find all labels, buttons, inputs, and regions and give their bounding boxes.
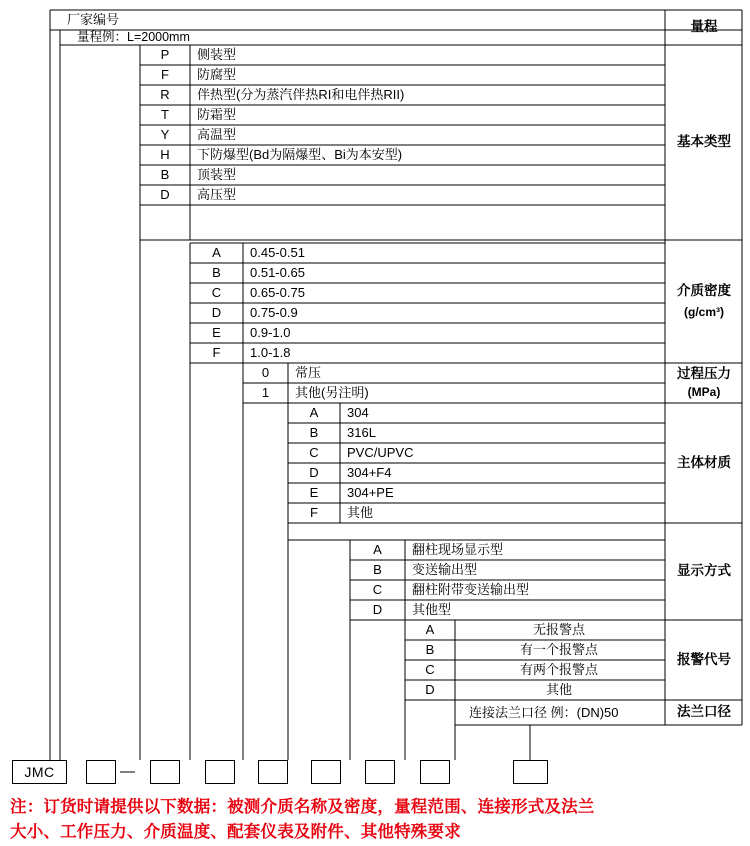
model-code-slot: [86, 760, 116, 784]
model-code-slot: [205, 760, 235, 784]
basic-type-code: R: [160, 86, 170, 102]
right-label-process-pressure-unit: (MPa): [687, 384, 721, 399]
medium-density-desc: 0.45-0.51: [250, 244, 305, 260]
right-label-body-material: [666, 403, 742, 523]
display-mode-code: D: [372, 601, 383, 617]
right-label-medium-density: [666, 240, 742, 363]
medium-density-code: A: [212, 244, 221, 260]
right-label-alarm-code-text: 报警代号: [677, 651, 731, 667]
alarm-code-code: C: [425, 661, 435, 677]
display-mode-code: B: [373, 561, 382, 577]
display-mode-desc: 翻柱现场显示型: [412, 541, 504, 557]
body-material-code: E: [309, 484, 319, 500]
order-note-line2: 大小、工作压力、介质温度、配套仪表及附件、其他特殊要求: [10, 823, 461, 841]
alarm-code-desc: 有一个报警点: [519, 641, 598, 657]
medium-density-desc: 0.65-0.75: [250, 284, 305, 300]
process-pressure-code: 1: [261, 384, 270, 400]
display-mode-code: C: [372, 581, 383, 597]
alarm-code-desc: 无报警点: [532, 621, 585, 637]
right-label-range-text: 量程: [690, 19, 718, 35]
alarm-code-code: A: [425, 621, 435, 637]
right-label-flange-size-text: 法兰口径: [677, 704, 731, 720]
body-material-desc: 304: [347, 404, 369, 420]
medium-density-code: C: [211, 284, 222, 300]
basic-type-desc: 下防爆型(Bd为隔爆型、Bi为本安型): [197, 146, 403, 162]
model-code-prefix: JMC: [12, 760, 67, 784]
factory-no-label: 厂家编号: [67, 12, 120, 28]
alarm-code-desc: 其他: [545, 681, 572, 697]
body-material-code: A: [309, 404, 319, 420]
body-material-desc: PVC/UPVC: [347, 444, 414, 460]
right-label-body-material-text: 主体材质: [677, 454, 731, 470]
right-label-medium-density-unit: (g/cm³): [684, 304, 724, 319]
model-code-slot: [150, 760, 180, 784]
medium-density-code: B: [212, 264, 221, 280]
right-label-basic-type-text: 基本类型: [677, 134, 731, 150]
basic-type-desc: 高温型: [197, 126, 237, 142]
display-mode-desc: 变送输出型: [412, 561, 478, 577]
body-material-desc: 304+PE: [347, 484, 394, 500]
model-code-slot: [365, 760, 395, 784]
body-material-code: D: [309, 464, 319, 480]
alarm-code-code: D: [425, 681, 435, 697]
alarm-code-desc: 有两个报警点: [519, 661, 598, 677]
basic-type-code: H: [160, 146, 170, 162]
flange-size-desc: 连接法兰口径 例：(DN)50: [469, 704, 619, 720]
body-material-desc: 304+F4: [347, 464, 392, 480]
basic-type-code: D: [160, 186, 170, 202]
right-label-alarm-code: [666, 620, 742, 700]
basic-type-desc: 伴热型(分为蒸汽伴热RI和电伴热RII): [197, 86, 405, 102]
basic-type-code: Y: [160, 126, 170, 142]
right-label-flange-size: [666, 700, 742, 725]
medium-density-code: F: [212, 344, 221, 360]
display-mode-desc: 其他型: [412, 601, 452, 617]
process-pressure-desc: 其他(另注明): [295, 384, 369, 400]
right-label-process-pressure-text: 过程压力: [677, 366, 731, 382]
model-code-slot: [258, 760, 288, 784]
basic-type-desc: 高压型: [197, 186, 237, 202]
basic-type-code: B: [160, 166, 170, 182]
model-code-slot: [420, 760, 450, 784]
medium-density-code: D: [211, 304, 222, 320]
right-label-basic-type: [666, 45, 742, 240]
basic-type-desc: 防霜型: [197, 106, 237, 122]
body-material-desc: 其他: [347, 504, 374, 520]
process-pressure-code: 0: [261, 364, 270, 380]
medium-density-desc: 0.51-0.65: [250, 264, 305, 280]
order-note-line1: 注：订货时请提供以下数据：被测介质名称及密度，量程范围、连接形式及法兰: [10, 798, 595, 816]
basic-type-desc: 侧装型: [197, 46, 237, 62]
display-mode-desc: 翻柱附带变送输出型: [412, 581, 530, 597]
right-label-process-pressure: [666, 363, 742, 403]
right-label-medium-density-text: 介质密度: [677, 283, 731, 299]
right-label-display-mode-text: 显示方式: [677, 563, 731, 579]
right-label-range: [666, 10, 742, 45]
right-label-display-mode: [666, 523, 742, 620]
model-code-slot: [513, 760, 548, 784]
model-code-dash: —: [120, 763, 135, 780]
medium-density-desc: 0.75-0.9: [250, 304, 298, 320]
basic-type-desc: 顶装型: [197, 166, 237, 182]
basic-type-desc: 防腐型: [197, 66, 237, 82]
body-material-code: B: [309, 424, 319, 440]
medium-density-desc: 0.9-1.0: [250, 324, 291, 340]
medium-density-desc: 1.0-1.8: [250, 344, 291, 360]
basic-type-code: F: [161, 66, 169, 82]
body-material-code: F: [310, 504, 318, 520]
body-material-code: C: [309, 444, 319, 460]
range-example-label: 量程例：L=2000mm: [77, 30, 190, 45]
process-pressure-desc: 常压: [295, 364, 322, 380]
model-code-slot: [311, 760, 341, 784]
medium-density-code: E: [212, 324, 221, 340]
display-mode-code: A: [373, 541, 382, 557]
alarm-code-code: B: [425, 641, 435, 657]
body-material-desc: 316L: [347, 424, 376, 440]
basic-type-code: T: [161, 106, 169, 122]
basic-type-code: P: [160, 46, 170, 62]
